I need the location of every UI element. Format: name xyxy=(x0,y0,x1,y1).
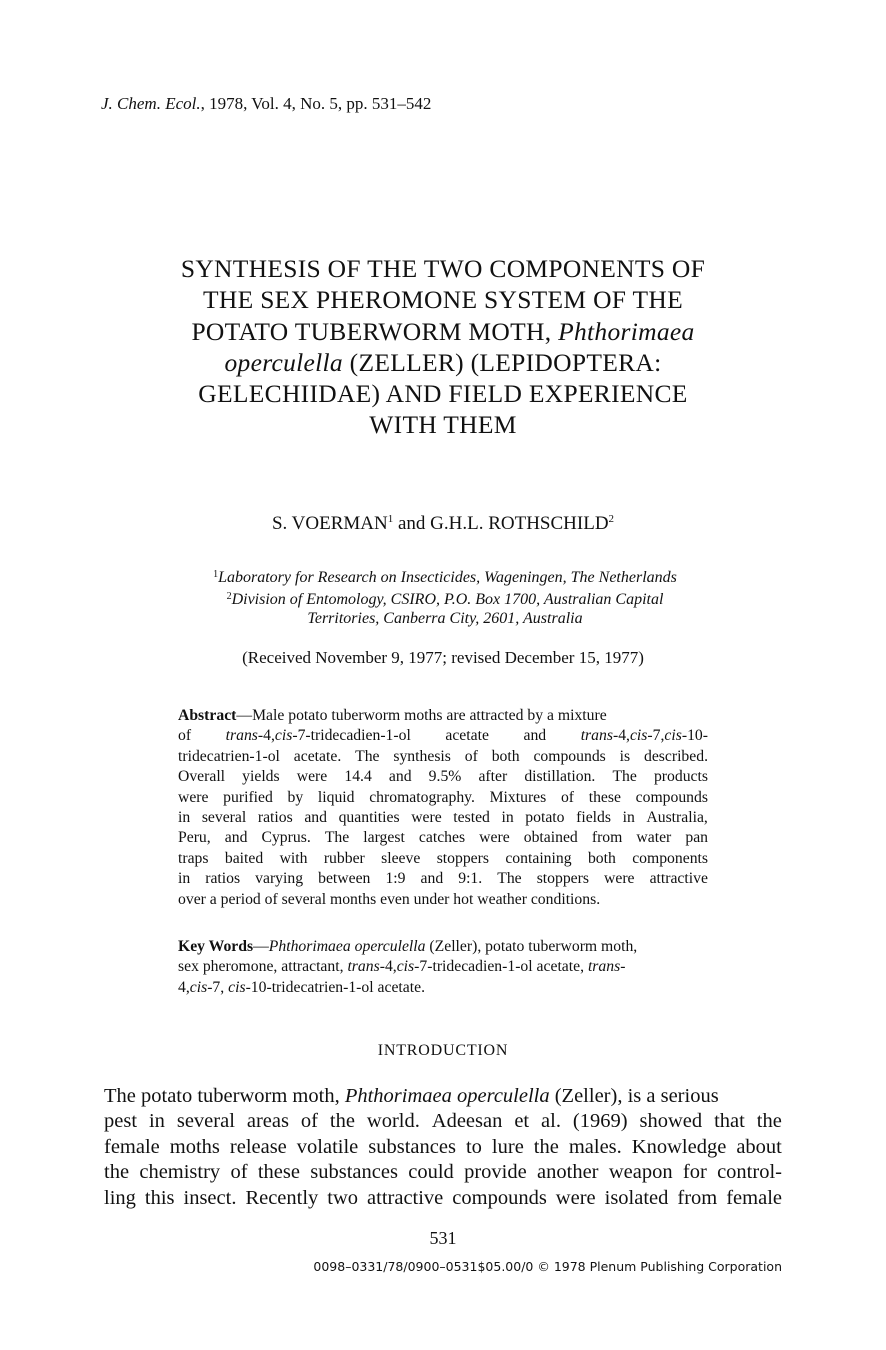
received-dates: (Received November 9, 1977; revised December 15, 1977) xyxy=(242,648,644,667)
abstract-label: Abstract xyxy=(178,707,237,724)
chemical-name: trans-4,cis-7 xyxy=(347,958,428,976)
abstract-text: and xyxy=(523,727,547,745)
affiliation-marker: 1 xyxy=(387,513,394,525)
affiliation-marker: 2 xyxy=(226,591,232,602)
section-heading: INTRODUCTION xyxy=(377,1042,509,1059)
key-words xyxy=(178,937,708,998)
journal-citation xyxy=(101,94,431,114)
title-text: (ZELLER) (LEPIDOPTERA: xyxy=(342,347,662,377)
genus-name: Phthorimaea xyxy=(558,316,695,346)
keywords-text: -tridecadien-1-ol acetate, xyxy=(427,958,588,976)
journal-name: J. Chem. Ecol. xyxy=(101,94,201,113)
abstract-line: tridecatrien-1-ol acetate. The synthesis of both compounds is described. xyxy=(178,747,708,765)
abstract-text: acetate xyxy=(445,727,489,745)
species-name: operculella xyxy=(224,347,343,377)
title-line: THE SEX PHEROMONE SYSTEM OF THE xyxy=(203,285,683,315)
body-line: the chemistry of these substances could provide another weapon for control- xyxy=(104,1161,782,1184)
affiliation-marker: 2 xyxy=(608,513,615,525)
abstract-line xyxy=(178,726,708,746)
affiliation-text: Division of Entomology, CSIRO, P.O. Box 1700, Australian Capital xyxy=(231,591,664,608)
abstract-line: were purified by liquid chromatography. Mixtures of these compounds xyxy=(178,788,708,806)
chemical-prefix: trans xyxy=(587,958,621,976)
title-text: POTATO TUBERWORM MOTH, xyxy=(191,316,559,346)
keywords-label: Key Words xyxy=(178,938,254,955)
introduction-body xyxy=(104,1084,782,1211)
abstract-line: Peru, and Cyprus. The largest catches were obtained from water pan xyxy=(178,829,708,847)
page-number: 531 xyxy=(429,1228,457,1248)
body-line: ling this insect. Recently two attractive compounds were isolated from female xyxy=(104,1186,782,1209)
abstract-line: traps baited with rubber sleeve stoppers containing both components xyxy=(178,849,708,867)
species-name: Phthorimaea operculella xyxy=(344,1085,550,1107)
author-name: S. VOERMAN xyxy=(271,513,388,534)
title-line xyxy=(100,316,786,347)
abstract-line: over a period of several months even under hot weather conditions. xyxy=(178,890,601,908)
title-line: GELECHIIDAE) AND FIELD EXPERIENCE xyxy=(198,379,688,409)
affiliation-marker: 1 xyxy=(213,569,219,580)
keywords-line xyxy=(178,937,708,957)
abstract-text: —Male potato tuberworm moths are attracted by a mixture xyxy=(236,707,607,724)
abstract-text: of xyxy=(178,727,192,745)
abstract-line: Overall yields were 14.4 and 9.5% after distillation. The products xyxy=(178,768,708,786)
affiliation-line xyxy=(120,565,770,587)
keywords-line: sex pheromone, attractant, trans-4,cis-7-tridecadien-1-ol acetate, trans- xyxy=(178,958,626,976)
keywords-line: 4,cis-7, cis-10-tridecatrien-1-ol acetate. xyxy=(178,978,425,996)
affiliations xyxy=(120,565,770,628)
author-conjunction: and xyxy=(393,513,431,534)
body-line: pest in several areas of the world. Adeesan et al. (1969) showed that the xyxy=(104,1110,782,1133)
body-line xyxy=(104,1084,782,1109)
species-name: Phthorimaea operculella xyxy=(268,938,426,955)
body-line: female moths release volatile substances to lure the males. Knowledge about xyxy=(104,1135,782,1158)
keywords-text: -10-tridecatrien-1-ol acetate. xyxy=(245,978,425,996)
citation-details: , 1978, Vol. 4, No. 5, pp. 531–542 xyxy=(200,94,432,113)
affiliation-line: Territories, Canberra City, 2601, Australia xyxy=(307,610,583,627)
abstract-line xyxy=(178,706,708,726)
title-line xyxy=(100,347,786,378)
author-name: G.H.L. ROTHSCHILD xyxy=(430,513,609,534)
chemical-name: trans-4,cis-7,cis-10- xyxy=(580,727,708,745)
keywords-dash: — xyxy=(253,938,269,955)
title-line: WITH THEM xyxy=(369,410,517,440)
paper-title xyxy=(100,253,786,441)
body-text: The potato tuberworm moth, xyxy=(104,1085,345,1107)
abstract xyxy=(178,706,708,910)
copyright-line: 0098–0331/78/0900–0531$05.00/0 © 1978 Plenum Publishing Corporation xyxy=(313,1259,782,1274)
keywords-text: sex pheromone, attractant, xyxy=(178,958,348,976)
keywords-text: (Zeller), potato tuberworm moth, xyxy=(425,938,638,955)
affiliation-line xyxy=(120,587,770,609)
abstract-line: in ratios varying between 1:9 and 9:1. The stoppers were attractive xyxy=(178,870,708,888)
chemical-name: trans-4,cis-7-tridecadien-1-ol xyxy=(225,727,411,745)
body-text: (Zeller), is a serious xyxy=(549,1085,719,1107)
title-line: SYNTHESIS OF THE TWO COMPONENTS OF xyxy=(180,254,706,283)
abstract-line: in several ratios and quantities were tested in potato fields in Australia, xyxy=(178,808,708,826)
affiliation-text: Laboratory for Research on Insecticides, Wageningen, The Netherlands xyxy=(218,569,677,586)
author-list xyxy=(100,513,786,535)
